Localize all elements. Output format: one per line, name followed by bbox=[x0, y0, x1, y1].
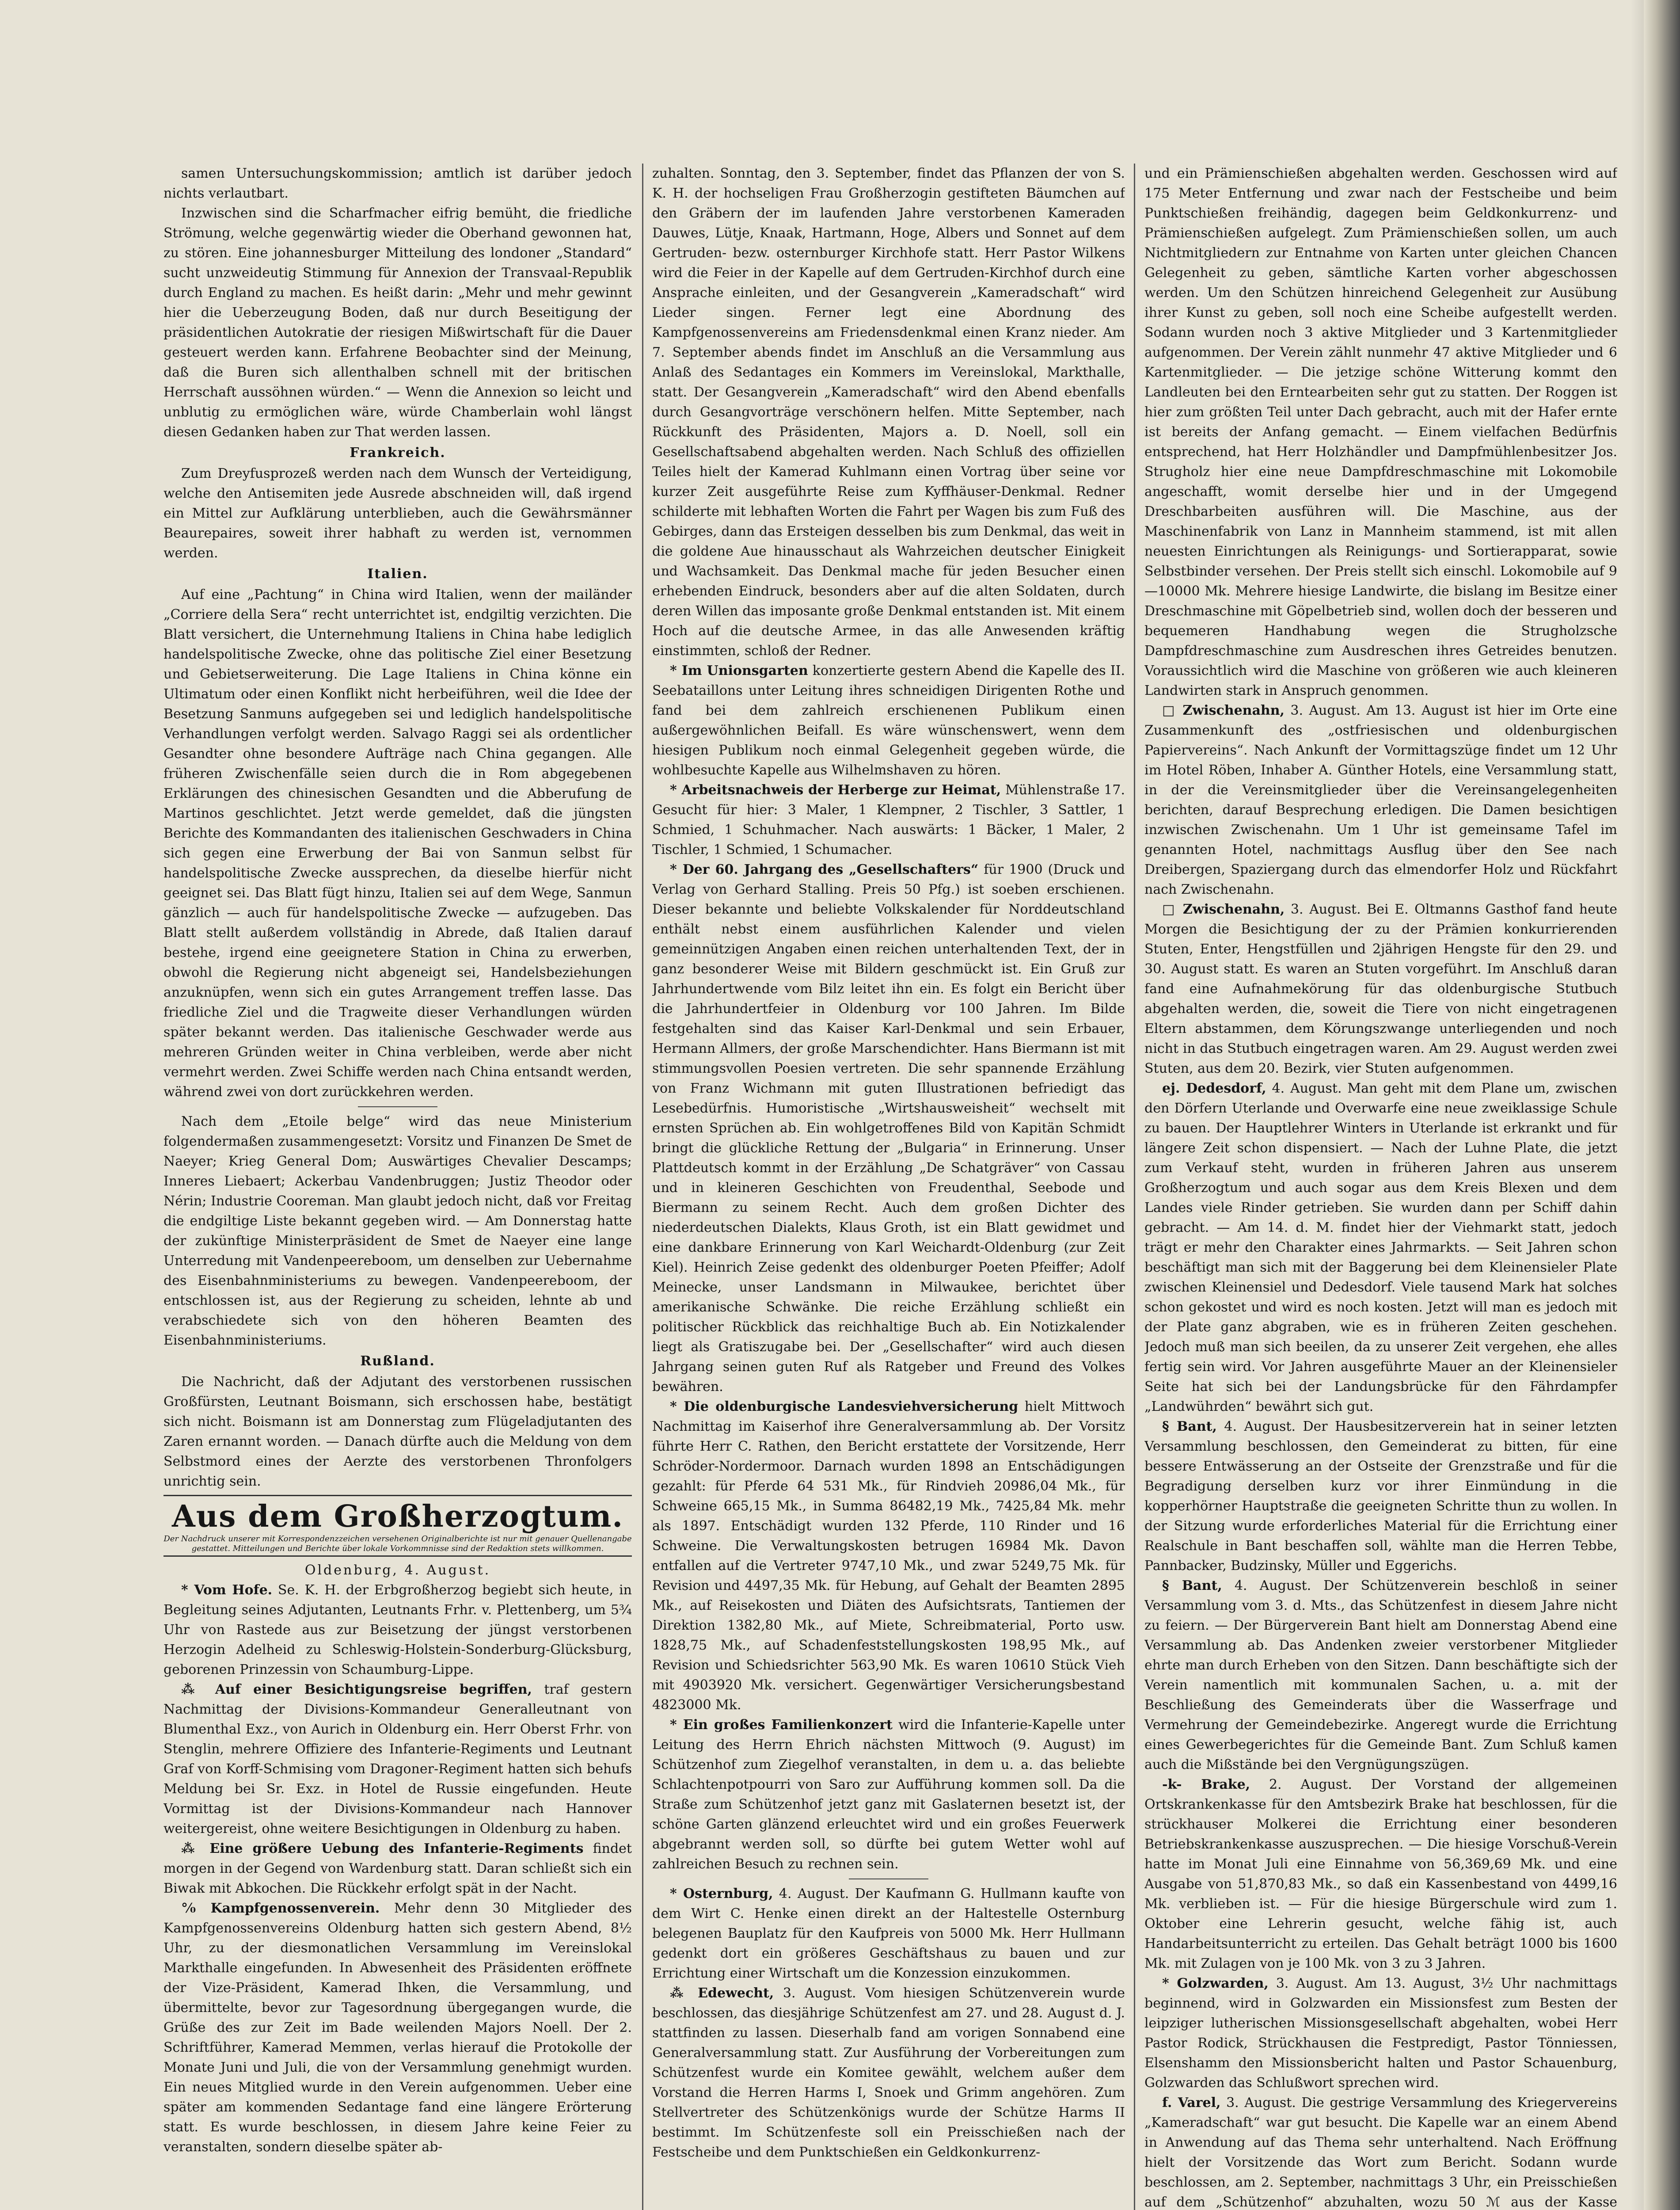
book-binding-gutter bbox=[1644, 0, 1680, 2210]
section-masthead bbox=[163, 1495, 632, 1557]
article-paragraph bbox=[1144, 1576, 1617, 1775]
article-body: 4. August. Der Kaufmann G. Hullmann kaufte von dem Wirt C. Henke einen direkt an der Haltestelle Osternburg belegenen Bauplatz für den Kaufpreis von 5000 Mk. Herr Hullmann gedenkt dort ein größeres Geschäftshaus zu bauen und zur Errichtung einer Wirtschaft um die Konzession einzukommen. bbox=[652, 1886, 1125, 1981]
dateline: Oldenburg, 4. August. bbox=[304, 1562, 491, 1578]
section-heading: Frankreich. bbox=[350, 445, 446, 461]
section-heading: Italien. bbox=[367, 566, 428, 582]
article-paragraph bbox=[652, 860, 1125, 1397]
article-keyword: § Bant, bbox=[1162, 1419, 1217, 1434]
article-keyword: * Vom Hofe. bbox=[181, 1582, 273, 1598]
article-paragraph: Die Nachricht, daß der Adjutant des verstorbenen russischen Großfürsten, Leutnant Boismann, sich erschossen habe, bestätigt sich nicht. Boismann ist am Donnerstag zum Flügeladjutanten des Zaren ernannt worden. — Danach dürfte auch die Meldung von dem Selbstmord eines der Aerzte des verstorbenen Thronfolgers unrichtig sein. bbox=[163, 1374, 632, 1489]
article-paragraph: Zum Dreyfusprozeß werden nach dem Wunsch der Verteidigung, welche den Antisemiten jede Ausrede abschneiden will, daß irgend ein Mittel zur Aufklärung unterblieben, auch die Gewährsmänner Beaurepaires, soweit ihrer habhaft zu werden ist, vernommen werden. bbox=[163, 466, 632, 561]
article-keyword: * Die oldenburgische Landesviehversicherung bbox=[670, 1399, 1019, 1414]
article-body: für 1900 (Druck und Verlag von Gerhard Stalling. Preis 50 Pfg.) ist soeben erschienen. Dieser bekannte und beliebte Volkskalender für Norddeutschland enthält nebst einem ausführlichen Kalender und vielen gemeinnützigen Angaben einen reichen unterhaltenden Text, der in ganz besonderer Weise mit Bildern geschmückt ist. Ein Gruß zur Jahrhundertwende vom Bilz leitet ihn ein. Es folgt ein Bericht über die Jahrhundertfeier in Oldenburg vor 100 Jahren. Im Bilde festgehalten sind das Kaiser Karl-Denkmal und sein Erbauer, Hermann Allmers, der große Marschendichter. Hans Biermann ist mit stimmungsvollen Poesien vertreten. Die sehr spannende Erzählung von Franz Wichmann mit guten Illustrationen befriedigt das Lesebedürfnis. Humoristische „Wirtshausweisheit“ wechselt mit ernsten Sprüchen ab. Ein wohlgetroffenes Bild von Kapitän Schmidt bringt die glückliche Rettung der „Bulgaria“ in Erinnerung. Unser Plattdeutsch kommt in der Erzählung „De Schatgräver“ von Cassau und in kleineren Geschichten von Freudenthal, Seebode und Biermann zu seinem Recht. Auch dem großen Dichter des niederdeutschen Dialekts, Klaus Groth, ist ein Blatt gewidmet und eine dankbare Erinnerung von Karl Weichardt-Oldenburg (zur Zeit Kiel). Heinrich Zeise gedenkt des oldenburger Poeten Pfeiffer; Adolf Meinecke, unser Landsmann in Milwaukee, berichtet über amerikanische Schwänke. Die reiche Erzählung schließt ein politischer Rückblick das reichhaltige Buch ab. Ein Notizkalender liegt als Gratiszugabe bei. Der „Gesellschafter“ wird auch diesen Jahrgang seinen guten Ruf als Ratgeber und Freund des Volkes bewähren. bbox=[652, 862, 1125, 1395]
article-paragraph bbox=[652, 661, 1125, 780]
article-keyword: * Im Unionsgarten bbox=[670, 663, 808, 678]
article-keyword: * Der 60. Jahrgang des „Gesellschafters“ bbox=[670, 862, 979, 877]
article-keyword: * Golzwarden, bbox=[1162, 1976, 1269, 1991]
column-right bbox=[1144, 164, 1617, 2210]
article-paragraph bbox=[1144, 899, 1617, 1078]
article-body: hielt Mittwoch Nachmittag im Kaiserhof ihre Generalversammlung ab. Der Vorsitz führte Herr C. Rathen, den Bericht erstattete der Vorsitzende, Herr Schröder-Nordermoor. Darnach wurden 1898 an Entschädigungen gezahlt: für Pferde 64 531 Mk., für Rindvieh 20986,04 Mk., für Schweine 665,15 Mk., in Summa 86482,19 Mk., 7425,84 Mk. mehr als 1897. Entschädigt wurden 132 Pferde, 110 Rinder und 16 Schweine. Die Verwaltungskosten betrugen 16984 Mk. Davon entfallen auf die Vertreter 9747,10 Mk., und zwar 5249,75 Mk. für Revision und 4497,35 Mk. für Hebung, auf Gehalt der Beamten 2895 Mk., auf Reisekosten und Diäten des Aufsichtsrats, Tantiemen der Direktion 1382,80 Mk., auf Miete, Schreibmaterial, Porto usw. 1828,75 Mk., auf Schadenfeststellungskosten 198,95 Mk., auf Revision und Schiedsrichter 563,90 Mk. Es waren 10610 Stück Vieh mit 4903920 Mk. versichert. Gegenwärtiger Versicherungsbestand 4823000 Mk. bbox=[652, 1399, 1125, 1713]
article-body: findet morgen in der Gegend von Wardenburg statt. Daran schließt sich ein Biwak mit Abkochen. Die Rückkehr erfolgt spät in der Nacht. bbox=[163, 1841, 632, 1896]
article-paragraph bbox=[163, 1580, 632, 1680]
article-paragraph: Auf eine „Pachtung“ in China wird Italien, wenn der mailänder „Corriere della Sera“ recht unterrichtet ist, endgiltig verzichten. Die Blatt versichert, die Unternehmung Italiens in China habe lediglich handelspolitische Zwecke, ohne das politische Ziel einer Besetzung und Gebietserweiterung. Die Lage Italiens in China könne ein Ultimatum oder einen Konflikt nicht herbeiführen, weil die Idee der Besetzung Sanmuns aufgegeben sei und lediglich handelspolitische Verhandlungen verfolgt werden. Salvago Raggi sei als ordentlicher Gesandter ohne besondere Aufträge nach China gegangen. Alle früheren Zwischenfälle seien durch die in Rom abgegebenen Erklärungen des chinesischen Gesandten und die Abberufung de Martinos geschlichtet. Jetzt werde gemeldet, daß die jüngsten Berichte des Kommandanten des italienischen Geschwaders in China sich gegen eine Erwerbung der Bai von Sanmun selbst für handelspolitische Zwecke aussprechen, da dieselbe hierfür nicht geeignet sei. Das Blatt fügt hinzu, Italien sei auf dem Wege, Sanmun gänzlich — auch für handelspolitische Zwecke — aufzugeben. Das Blatt stellt außerdem vollständig in Abrede, daß Italien darauf bestehe, irgend eine geeignetere Station in China zu erwerben, obwohl die Regierung nicht abgeneigt sei, Handelsbeziehungen anzuknüpfen, wenn sich ein gutes Arrangement treffen lasse. Das friedliche Ziel und die Tragweite dieser Verhandlungen würden später bekannt werden. Das italienische Geschwader werde aus mehreren Gründen weiter in China verbleiben, werde aber nicht vermehrt werden. Zwei Schiffe werden nach China entsandt werden, während zwei von dort zurückkehren werden. bbox=[163, 587, 632, 1100]
article-body: Se. K. H. der Erbgroßherzog begiebt sich heute, in Begleitung seines Adjutanten, Leutnants Frhr. v. Plettenberg, um 5¾ Uhr von Rastede aus zur Beisetzung der jüngst verstorbenen Herzogin Adelheid zu Schleswig-Holstein-Sonderburg-Glücksburg, geborenen Prinzessin von Schaumburg-Lippe. bbox=[163, 1582, 632, 1677]
article-body: Mühlenstraße 17. Gesucht für hier: 3 Maler, 1 Klempner, 2 Tischler, 3 Sattler, 1 Schmied, 1 Schuhmacher. Nach auswärts: 1 Bäcker, 1 Maler, 2 Tischler, 1 Schmied, 1 Schumacher. bbox=[652, 782, 1125, 857]
article-keyword: f. Varel, bbox=[1162, 2095, 1221, 2111]
article-paragraph: samen Untersuchungskommission; amtlich ist darüber jedoch nichts verlautbart. bbox=[163, 166, 632, 201]
article-paragraph bbox=[1144, 1974, 1617, 2093]
article-body: 2. August. Der Vorstand der allgemeinen Ortskrankenkasse für den Amtsbezirk Brake hat beschlossen, für die strückhauser Molkerei die Errichtung einer besonderen Betriebskrankenkasse auszusprechen. — Die hiesige Vorschuß-Verein hatte im Monat Juli eine Einnahme von 56,369,69 Mk. und eine Ausgabe von 51,870,83 Mk., so daß ein Kassenbestand von 4499,16 Mk. verblieben ist. — Für die hiesige Bürgerschule wird zum 1. Oktober eine Lehrerin gesucht, welche fähig ist, auch Handarbeitsunterricht zu erteilen. Das Gehalt beträgt 1000 bis 1600 Mk. mit Zulagen von je 100 Mk. von 3 zu 3 Jahren. bbox=[1144, 1777, 1617, 1971]
article-body: konzertierte gestern Abend die Kapelle des II. Seebataillons unter Leitung ihres schneidigen Dirigenten Rothe und fand bei dem zahlreich erschienenen Publikum einen außergewöhnlichen Beifall. Es wäre wünschenswert, wenn dem hiesigen Publikum noch einmal Gelegenheit gegeben würde, die wohlbesuchte Kapelle aus Wilhelmshaven zu hören. bbox=[652, 663, 1125, 778]
article-paragraph bbox=[652, 1983, 1125, 2162]
article-body: 3. August. Am 13. August, 3½ Uhr nachmittags beginnend, wird in Golzwarden ein Missionsfest zum Besten der leipziger lutherischen Missionsgesellschaft abgehalten, wobei Herr Pastor Rodick, Strückhausen die Festpredigt, Pastor Tönniessen, Elsenshamm den Missionsbericht halten und Pastor Schauenburg, Golzwarden das Schlußwort sprechen wird. bbox=[1144, 1976, 1617, 2091]
article-keyword: ⁂ Edewecht, bbox=[670, 1985, 774, 2001]
article-paragraph bbox=[1144, 1417, 1617, 1576]
article-paragraph: und ein Prämienschießen abgehalten werden. Geschossen wird auf 175 Meter Entfernung und zwar nach der Festscheibe und beim Punktschießen freihändig, dagegen beim Geldkonkurrenz- und Prämienschießen aufgelegt. Zum Prämienschießen sollen, um auch Nichtmitgliedern zur Entnahme von Karten unter gleichen Chancen Gelegenheit zu geben, sämtliche Karten vorher abgeschossen werden. Um den Schützen hinreichend Gelegenheit zur Ausübung ihrer Kunst zu geben, soll noch eine Scheibe aufgestellt werden. Sodann wurden noch 3 aktive Mitglieder und 3 Kartenmitglieder aufgenommen. Der Verein zählt nunmehr 47 aktive Mitglieder und 6 Kartenmitglieder. — Die jetzige schöne Witterung kommt den Landleuten bei den Erntearbeiten sehr gut zu statten. Der Roggen ist hier zum größten Teil unter Dach gebracht, auch mit der Hafer ernte ist bereits der Anfang gemacht. — Einem vielfachen Bedürfnis entsprechend, hat Herr Holzhändler und Dampfmühlenbesitzer Jos. Strugholz hier eine neue Dampfdreschmaschine mit Lokomobile angeschafft, womit derselbe hier und in der Umgegend Dreschbarbeiten ausführen will. Die Maschine, aus der Maschinenfabrik von Lanz in Mannheim stammend, ist mit allen neuesten Einrichtungen als Reinigungs- und Sortierapparat, sowie Selbstbinder versehen. Der Preis stellt sich einschl. Lokomobile auf 9—10000 Mk. Mehrere hiesige Landwirte, die bislang im Besitze einer Dreschmaschine mit Göpelbetrieb sind, wollen doch der besseren und bequemeren Handhabung wegen die Strugholzsche Dampfdreschmaschine zum Ausdreschen ihres Getreides benutzen. Voraussichtlich wird die Maschine von größeren wie auch kleineren Landwirten stark in Anspruch genommen. bbox=[1144, 166, 1617, 698]
article-keyword: ej. Dedesdorf, bbox=[1162, 1081, 1266, 1096]
article-paragraph bbox=[652, 1397, 1125, 1715]
article-paragraph bbox=[1144, 1078, 1617, 1417]
article-body: 3. August. Die gestrige Versammlung des Kriegervereins „Kameradschaft“ war gut besucht. Die Kapelle war an einem Abend in Anwendung auf das Thema sehr unterhaltend. Nach Eröffnung hielt der Vorsitzende das Wort zum Bericht. Sodann wurde beschlossen, am 2. September, nachmittags 3 Uhr, ein Preisschießen auf dem „Schützenhof“ abzuhalten, wozu 50 ℳ aus der Kasse bbox=[1144, 2095, 1617, 2210]
article-keyword: -k- Brake, bbox=[1162, 1777, 1250, 1792]
article-paragraph: Nach dem „Etoile belge“ wird das neue Ministerium folgendermaßen zusammengesetzt: Vorsitz und Finanzen De Smet de Naeyer; Krieg General Dom; Auswärtiges Chevalier Descamps; Inneres Liebaert; Ackerbau Vandenbruggen; Justiz Theodor oder Nérin; Industrie Cooreman. Man glaubt jedoch nicht, daß vor Freitag die endgiltige Liste bekannt gegeben wird. — Am Donnerstag hatte der zukünftige Ministerpräsident de Smet de Naeyer eine lange Unterredung mit Vandenpeereboom, um denselben zur Uebernahme des Eisenbahnministeriums zu bewegen. Vandenpeereboom, der entschlossen ist, aus der Regierung zu scheiden, lehnte ab und verabschiedete sich von den höheren Beamten des Eisenbahnministeriums. bbox=[163, 1114, 632, 1348]
article-paragraph bbox=[652, 1884, 1125, 1983]
article-keyword: ⁂ Eine größere Uebung des Infanterie-Regiments bbox=[181, 1841, 584, 1856]
article-paragraph: Inzwischen sind die Scharfmacher eifrig bemüht, die friedliche Strömung, welche gegenwärtig wieder die Oberhand gewonnen hat, zu stören. Eine johannesburger Mitteilung des londoner „Standard“ sucht unzweideutig Stimmung für Annexion der Transvaal-Republik durch England zu machen. Es heißt darin: „Mehr und mehr gewinnt hier die Ueberzeugung Boden, daß nur durch Beseitigung der präsidentlichen Autokratie der riesigen Mißwirtschaft für die Dauer gesteuert werden kann. Erfahrene Beobachter sind der Meinung, daß die Buren sich allenthalben schnell mit der britischen Herrschaft aussöhnen würden.“ — Wenn die Annexion so leicht und unblutig zu ermöglichen wäre, würde Chamberlain wohl längst diesen Gedanken haben zur That werden lassen. bbox=[163, 206, 632, 440]
article-body: traf gestern Nachmittag der Divisions-Kommandeur Generalleutnant von Blumenthal Exz., von Aurich in Oldenburg ein. Herr Oberst Frhr. von Stenglin, mehrere Offiziere des Infanterie-Regiments und Leutnant Graf von Korff-Schmising vom Dragoner-Regiment hatten sich behufs Meldung bei Sr. Exz. in Hotel de Russie eingefunden. Heute Vormittag ist der Divisions-Kommandeur nach Hannover weitergereist, ohne weitere Besichtigungen in Oldenburg zu haben. bbox=[163, 1682, 632, 1837]
section-divider bbox=[849, 1878, 928, 1879]
section-divider bbox=[358, 1106, 437, 1107]
article-keyword: * Ein großes Familienkonzert bbox=[670, 1717, 893, 1733]
section-reprint-note: Der Nachdruck unserer mit Korrespondenzzeichen versehenen Originalberichte ist nur mit genauer Quellenangabe gestattet. Mitteilungen und Berichte über lokale Vorkommnisse sind der Redaktion stets willkommen. bbox=[163, 1534, 632, 1553]
article-body: 4. August. Der Hausbesitzerverein hat in seiner letzten Versammlung beschlossen, den Gemeinderat zu bitten, für eine bessere Entwässerung an der Ostseite der Grenzstraße und für die Begradigung derselben kurz vor ihrer Einmündung in die kopperhörner Hauptstraße die geeigneten Schritte thun zu wollen. In der Sitzung wurde erforderliches Material für die Errichtung einer Realschule in Bant beschaffen soll, wählte man die Herren Tebbe, Pannbacker, Budzinsky, Müller und Eggerichs. bbox=[1144, 1419, 1617, 1574]
article-keyword: ⁂ Auf einer Besichtigungsreise begriffen, bbox=[181, 1682, 532, 1697]
article-body: wird die Infanterie-Kapelle unter Leitung des Herrn Ehrich nächsten Mittwoch (9. August) im Schützenhof zum Ziegelhof veranstalten, in dem u. a. das beliebte Schlachtenpotpourri von Saro zur Aufführung kommen soll. Da die Straße zum Schützenhof jetzt ganz mit Gaslaternen besetzt ist, der schöne Garten glänzend erleuchtet wird und ein großes Feuerwerk abgebrannt werden soll, so dürfte bei gutem Wetter wohl auf zahlreichen Besuch zu rechnen sein. bbox=[652, 1717, 1125, 1872]
article-paragraph bbox=[163, 1680, 632, 1839]
column-rule bbox=[642, 164, 643, 2210]
column-left bbox=[163, 164, 632, 2210]
article-keyword: °⁄₀ Kampfgenossenverein. bbox=[181, 1901, 380, 1916]
article-paragraph bbox=[163, 1839, 632, 1898]
article-keyword: □ Zwischenahn, bbox=[1162, 703, 1285, 718]
article-body: 4. August. Man geht mit dem Plane um, zwischen den Dörfern Uterlande und Overwarfe eine neue zweiklassige Schule zu bauen. Der Hauptlehrer Winters in Uterlande ist erkrankt und für längere Zeit schon dispensiert. — Nach der Luhne Plate, die jetzt zum Verkauf steht, wurden in früheren Jahren aus unserem Großherzogtum und auch sogar aus dem Kreis Blexen und dem Landes viele Rinder getrieben. Sie wurden dann per Schiff dahin gebracht. — Am 14. d. M. findet hier der Viehmarkt statt, jedoch trägt er mehr den Charakter eines Jahrmarkts. — Seit Jahren schon beschäftigt man sich mit der Baggerung bei dem Kleinensieler Plate zwischen Kleinensiel und Dedesdorf. Viele tausend Mark hat solches schon gekostet und wird es noch kosten. Jetzt will man es jedoch mit der Plate ganz abgraben, wie es in früheren Zeiten geschehen. Jedoch muß man sich beeilen, da zu unserer Zeit vergehen, ehe alles fertig sein wird. Vor Jahren ausgeführte Mauer an der Kleinensieler Seite hat sich bei der Landungsbrücke für den Fährdampfer „Landwührden“ bewährt sich gut. bbox=[1144, 1081, 1617, 1414]
article-paragraph bbox=[1144, 701, 1617, 899]
article-body: 3. August. Bei E. Oltmanns Gasthof fand heute Morgen die Besichtigung der zu der Prämien konkurrierenden Stuten, Enter, Hengstfüllen und 2jährigen Hengste für den 29. und 30. August statt. Es waren an Stuten vorgeführt. Im Anschluß daran fand eine Aufnahmekörung für das oldenburgische Stutbuch abgehalten werden, die, soweit die Tiere von nicht eingetragenen Eltern abstammen, dem Körungszwange unterliegenden und noch nicht in das Stutbuch eingetragen waren. Am 29. August werden zwei Stuten, aus dem 20. Bezirk, vier Stuten aufgenommen. bbox=[1144, 902, 1617, 1076]
article-keyword: □ Zwischenahn, bbox=[1162, 902, 1285, 917]
article-body: 3. August. Vom hiesigen Schützenverein wurde beschlossen, das diesjährige Schützenfest am 27. und 28. August d. J. stattfinden zu lassen. Dieserhalb fand am vorigen Sonnabend eine Generalversammlung statt. Zur Ausführung der Vorbereitungen zum Schützenfest wurde ein Komitee gewählt, welchem außer dem Vorstand die Herren Harms I, Snoek und Grimm angehören. Zum Stellvertreter des Schützenkönigs wurde der Schütze Harms II bestimmt. Im Schützenfeste soll ein Preisschießen nach der Festscheibe und dem Punktschießen ein Geldkonkurrenz- bbox=[652, 1985, 1125, 2160]
column-middle bbox=[652, 164, 1125, 2210]
column-rule bbox=[1134, 164, 1135, 2210]
article-paragraph bbox=[1144, 2093, 1617, 2210]
article-body: 3. August. Am 13. August ist hier im Orte eine Zusammenkunft des „ostfriesischen und oldenburgischen Papiervereins“. Nach Ankunft der Vormittagszüge findet um 12 Uhr im Hotel Röben, Inhaber A. Günther Hotels, eine Versammlung statt, in der die Vereinsmitglieder über die Vereinsangelegenheiten berichten, darauf Besprechung erledigen. Die Damen besichtigen inzwischen Zwischenahn. Um 1 Uhr ist gemeinsame Tafel im genannten Hotel, nachmittags Ausflug über den See nach Dreibergen, Spaziergang durch das elmendorfer Holz und Rückfahrt nach Zwischenahn. bbox=[1144, 703, 1617, 897]
article-paragraph bbox=[652, 1715, 1125, 1874]
article-body: 4. August. Der Schützenverein beschloß in seiner Versammlung vom 3. d. Mts., das Schützenfest in diesem Jahre nicht zu feiern. — Der Bürgerverein Bant hielt am Donnerstag Abend eine Versammlung ab. Das Andenken zweier verstorbener Mitglieder ehrte man durch Erheben von den Sitzen. Dann beschäftigte sich der Verein namentlich mit kommunalen Sachen, u. a. mit der Beschließung des Gemeinderats über die Wasserfrage und Vermehrung der Gemeindebezirke. Angeregt wurde die Errichtung eines Gewerbegerichtes für die Gemeinde Bant. Zum Schluß kamen auch die Mißstände bei den Vergnügungszügen. bbox=[1144, 1578, 1617, 1772]
page-edge-shadow bbox=[1631, 0, 1644, 2210]
article-body: Mehr denn 30 Mitglieder des Kampfgenossenvereins Oldenburg hatten sich gestern Abend, 8½ Uhr, zu der diesmonatlichen Versammlung im Vereinslokal Markthalle eingefunden. In Abwesenheit des Präsidenten eröffnete der Vize-Präsident, Kamerad Ihken, die Versammlung, und übermittelte, bevor zur Tagesordnung übergegangen wurde, die Grüße des zur Zeit im Bade weilenden Majors Noell. Der 2. Schriftführer, Kamerad Memmen, verlas hierauf die Protokolle der Monate Juni und Juli, die von der Versammlung genehmigt wurden. Ein neues Mitglied wurde in den Verein aufgenommen. Ueber eine später am kommenden Sedantage fand eine längere Erörterung statt. Es wurde beschlossen, in diesem Jahre keine Feier zu veranstalten, sondern dieselbe später ab- bbox=[163, 1901, 632, 2155]
article-keyword: § Bant, bbox=[1162, 1578, 1222, 1593]
article-paragraph bbox=[163, 1898, 632, 2157]
section-title: Aus dem Großherzogtum. bbox=[171, 1499, 624, 1534]
article-keyword: * Osternburg, bbox=[670, 1886, 773, 1901]
article-keyword: * Arbeitsnachweis der Herberge zur Heimat, bbox=[670, 782, 1001, 798]
article-paragraph bbox=[652, 780, 1125, 860]
article-paragraph bbox=[1144, 1775, 1617, 1974]
article-paragraph: zuhalten. Sonntag, den 3. September, findet das Pflanzen der von S. K. H. der hochseligen Frau Großherzogin gestifteten Bäumchen auf den Gräbern der im laufenden Jahre verstorbenen Kameraden Dauwes, Lütje, Knaak, Hartmann, Hoge, Albers und Sonnet auf dem Gertruden- bezw. osternburger Kirchhofe statt. Herr Pastor Wilkens wird die Feier in der Kapelle auf dem Gertruden-Kirchhof durch eine Ansprache einleiten, und der Gesangverein „Kameradschaft“ wird Lieder singen. Ferner legt eine Abordnung des Kampfgenossenvereins am Friedensdenkmal einen Kranz nieder. Am 7. September abends findet im Anschluß an die Versammlung aus Anlaß des Sedantages ein Kommers im Vereinslokal, Markthalle, statt. Der Gesangverein „Kameradschaft“ wird den Abend ebenfalls durch Gesangvorträge verschönern helfen. Mitte September, nach Rückkunft des Präsidenten, Majors a. D. Noell, soll ein Gesellschaftsabend abgehalten werden. Nach Schluß des offiziellen Teiles hielt der Kamerad Kuhlmann einen Vortrag über seine vor kurzer Zeit ausgeführte Reise zum Kyffhäuser-Denkmal. Redner schilderte mit lebhaften Worten die Fahrt per Wagen bis zum Fuß des Gebirges, dann das Ersteigen desselben bis zum Denkmal, das weit in die goldene Aue hinausschaut als Wahrzeichen deutscher Einigkeit und Wachsamkeit. Das Denkmal mache für jeden Besucher einen erhebenden Eindruck, besonders aber auf die alten Soldaten, durch deren Willen das imposante große Denkmal entstanden ist. Mit einem Hoch auf die deutsche Armee, in das alle Anwesenden kräftig einstimmten, schloß der Redner. bbox=[652, 166, 1125, 659]
section-heading: Rußland. bbox=[360, 1353, 435, 1369]
